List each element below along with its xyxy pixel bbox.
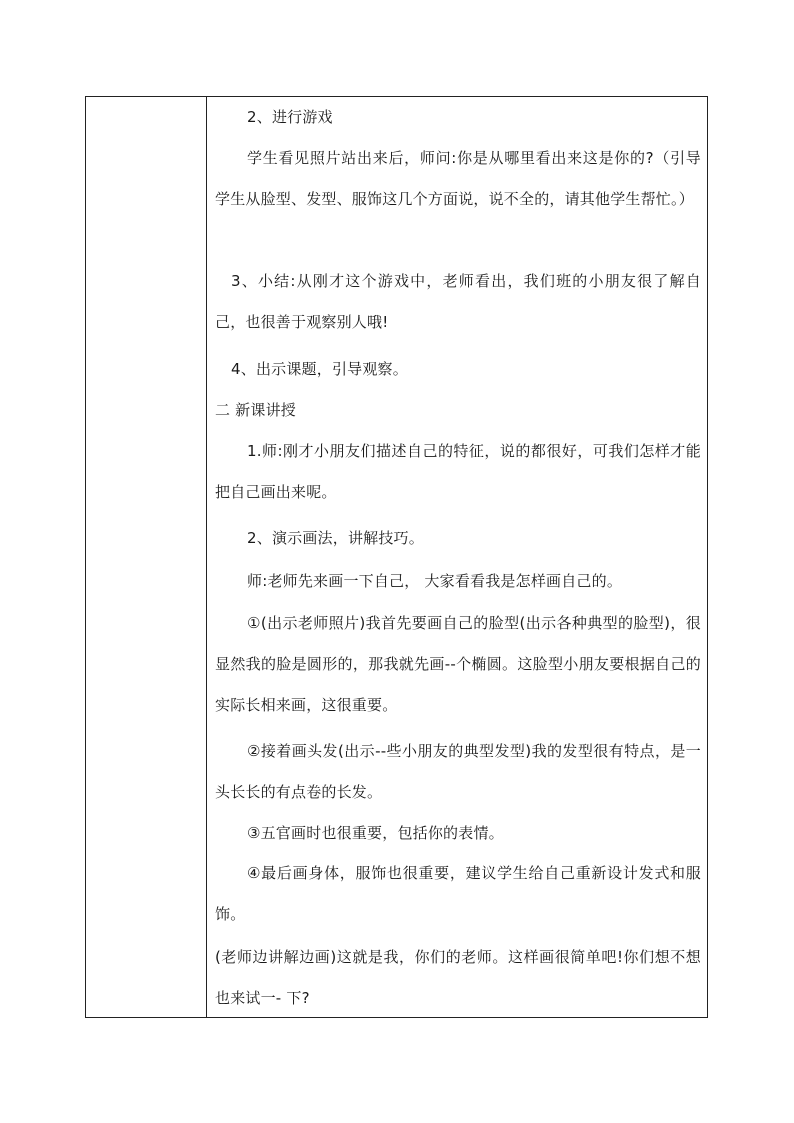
section-heading-new-lesson: 二 新课讲授 — [215, 401, 296, 419]
content-cell — [207, 97, 707, 1017]
paragraph-facial-features: ③五官画时也很重要，包括你的表情。 — [247, 824, 504, 842]
paragraph-summary: 3、小结:从刚才这个游戏中，老师看出，我们班的小朋友很了解自己，也很善于观察别人哦! — [215, 272, 701, 331]
paragraph-game-question: 学生看见照片站出来后，师问:你是从哪里看出来这是你的?（引导学生从脸型、发型、服饰这几个方面说，说不全的，请其他学生帮忙。） — [215, 149, 701, 208]
paragraph-hair: ②接着画头发(出示--些小朋友的典型发型)我的发型很有特点，是一头长长的有点卷的长发。 — [215, 742, 701, 801]
lesson-table — [85, 96, 708, 1018]
paragraph-teacher-question: 1.师:刚才小朋友们描述自己的特征，说的都很好，可我们怎样才能把自己画出来呢。 — [215, 442, 701, 501]
paragraph-body-clothing: ④最后画身体，服饰也很重要，建议学生给自己重新设计发式和服饰。 — [215, 864, 701, 923]
paragraph-show-topic: 4、出示课题，引导观察。 — [231, 360, 408, 378]
paragraph-closing: (老师边讲解边画)这就是我，你们的老师。这样画很简单吧!你们想不想 也来试一- 下? — [215, 948, 701, 1007]
paragraph-demo-method: 2、演示画法，讲解技巧。 — [247, 529, 424, 547]
left-column-cell — [86, 97, 207, 1017]
paragraph-teacher-draw-self: 师:老师先来画一下自己， 大家看看我是怎样画自己的。 — [247, 572, 623, 590]
paragraph-step-2-game: 2、进行游戏 — [247, 108, 333, 126]
paragraph-face-shape: ①(出示老师照片)我首先要画自己的脸型(出示各种典型的脸型)，很显然我的脸是圆形的，那我就先画--个椭圆。这脸型小朋友要根据自己的实际长相来画，这很重要。 — [215, 614, 701, 714]
